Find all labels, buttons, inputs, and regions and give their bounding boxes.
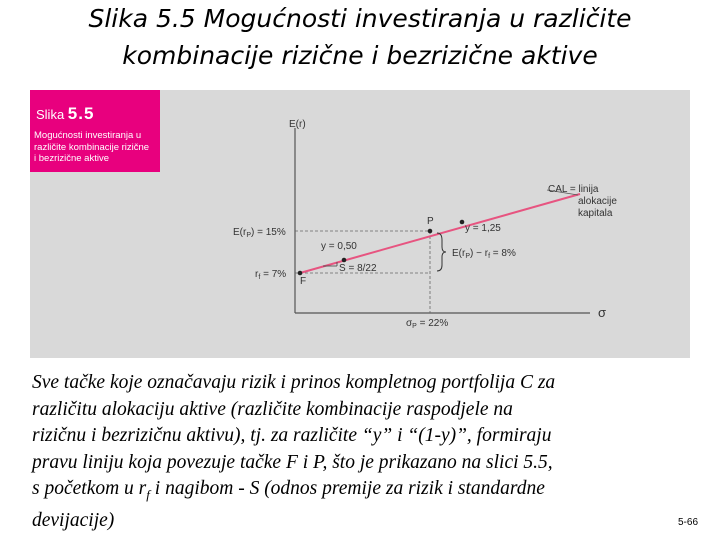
cal-label-line-2: alokacije xyxy=(578,196,617,207)
point-y-050 xyxy=(342,258,347,263)
point-f-label: F xyxy=(300,276,307,287)
caption-line-1: Mogućnosti investiranja u xyxy=(34,130,142,141)
premium-brace xyxy=(437,233,446,271)
sigma-p-label: $\sigma_P = 22\%$ xyxy=(406,318,449,330)
x-axis-label: σ xyxy=(598,305,607,320)
cal-label-line-3: kapitala xyxy=(578,208,613,219)
body-line-5: s početkom u $r_f$ i nagibom - S (odnos premije za rizik i standardne xyxy=(32,478,545,502)
title-line-2: kombinacije rizične i bezrizične aktive xyxy=(122,41,598,70)
caption-line-3: i bezrizične aktive xyxy=(34,153,109,164)
body-line-4: pravu liniju koja povezuje tačke F i P, što je prikazano na slici 5.5, xyxy=(32,451,553,473)
caption-line-2: različite kombinacije rizične xyxy=(34,141,150,153)
cal-label-line-1: CAL = linija xyxy=(548,184,599,195)
y-axis-label: E(r) xyxy=(289,119,306,130)
title-line-1: Slika 5.5 Mogućnosti investiranja u različite xyxy=(88,4,632,33)
figure-label-number: 5.5 xyxy=(67,104,95,123)
body-line-2: različitu alokaciju aktive (različite kombinacije raspodjele na xyxy=(32,398,513,420)
point-f xyxy=(298,271,303,276)
erp-label: $E(r_P) = 15\%$ xyxy=(233,227,286,239)
point-y-125 xyxy=(460,220,465,225)
page-number: 5-66 xyxy=(678,517,699,528)
y-125-label: y = 1,25 xyxy=(465,223,501,234)
body-line-1: Sve tačke koje označavaju rizik i prinos kompletnog portfolija C za xyxy=(32,372,556,393)
slope-label: S = 8/22 xyxy=(339,263,377,274)
body-paragraph xyxy=(32,370,704,535)
point-p xyxy=(428,229,433,234)
rf-label: $r_f = 7\%$ xyxy=(255,269,287,281)
body-line-3: rizičnu i bezrizičnu aktivu), tj. za različite “y” i “(1-y)”, formiraju xyxy=(32,425,552,446)
premium-label: $E(r_P) - r_f = 8\%$ xyxy=(452,248,516,260)
figure-label-word: Slika xyxy=(36,107,68,122)
body-line-6: devijacije) xyxy=(32,510,115,532)
y-050-label: y = 0,50 xyxy=(321,241,357,252)
point-p-label: P xyxy=(427,216,434,227)
